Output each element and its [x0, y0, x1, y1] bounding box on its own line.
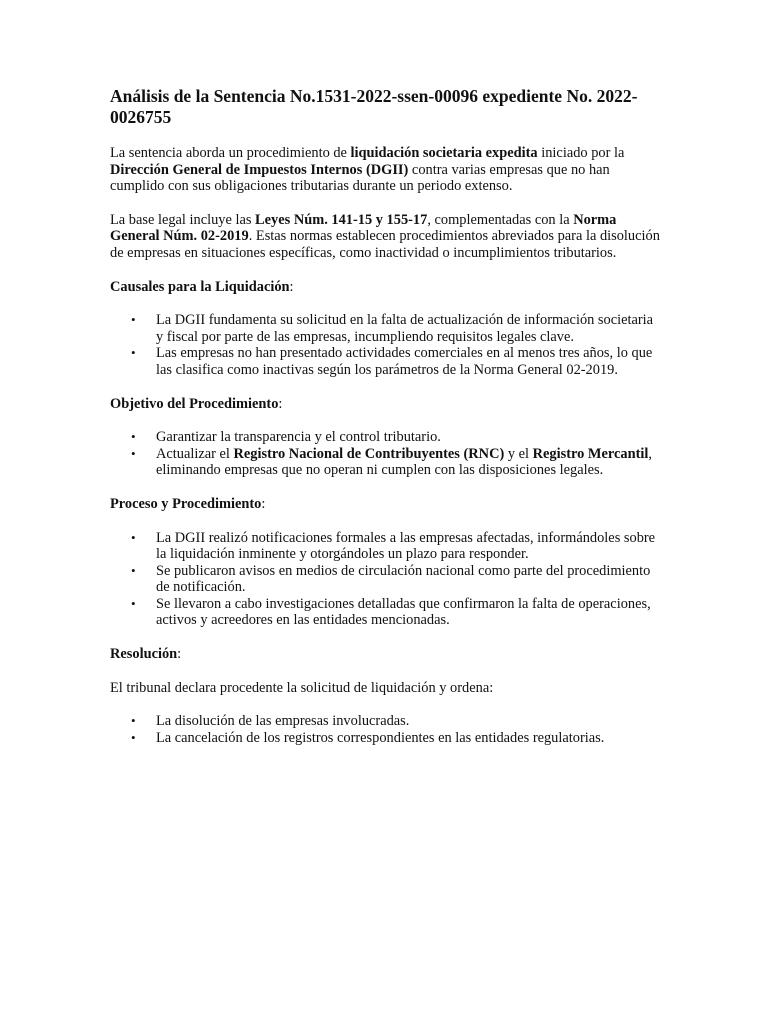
bullet-icon: • — [131, 562, 136, 578]
list-item: • La cancelación de los registros correspondientes en las entidades regulatorias. — [131, 729, 605, 746]
list-item: • La disolución de las empresas involucradas. — [131, 713, 410, 730]
list-item: • Se llevaron a cabo investigaciones detalladas que confirmaron la falta de operaciones, activos y acreedores en las entidades mencionadas. — [131, 595, 651, 629]
document-title: Análisis de la Sentencia No.1531-2022-ssen-00096 expediente No. 2022-0026755 — [110, 86, 638, 127]
causales-list — [110, 312, 662, 378]
proceso-heading: Proceso y Procedimiento: — [110, 495, 266, 512]
resolucion-list — [110, 713, 662, 746]
causales-heading: Causales para la Liquidación: — [110, 278, 294, 295]
intro-paragraph: La sentencia aborda un procedimiento de liquidación societaria expedita iniciado por la Dirección General de Impuestos Internos (DGII) contra varias empresas que no han cumplido con sus obligaciones tributarias durante un periodo extenso. — [110, 145, 625, 195]
list-item: • La DGII realizó notificaciones formales a las empresas afectadas, informándoles sobre la liquidación inminente y otorgándoles un plazo para responder. — [131, 529, 656, 563]
bullet-icon: • — [131, 713, 136, 729]
document-page — [110, 86, 662, 763]
bullet-icon: • — [131, 595, 136, 611]
legal-basis-paragraph: La base legal incluye las Leyes Núm. 141-15 y 155-17, complementadas con la Norma General Núm. 02-2019. Estas normas establecen procedimientos abreviados para la disolución de empresas en situaciones específicas, como inactividad o incumplimientos tributarios. — [110, 211, 660, 261]
objetivo-heading: Objetivo del Procedimiento: — [110, 395, 283, 412]
proceso-list — [110, 530, 662, 630]
list-item: • Actualizar el Registro Nacional de Contribuyentes (RNC) y el Registro Mercantil, eliminando empresas que no operan ni cumplen con las disposiciones legales. — [131, 445, 653, 479]
resolucion-heading: Resolución: — [110, 646, 182, 663]
list-item: • Garantizar la transparencia y el control tributario. — [131, 429, 441, 446]
bullet-icon: • — [131, 312, 136, 328]
bullet-icon: • — [131, 529, 136, 545]
bullet-icon: • — [131, 445, 136, 461]
list-item: • Se publicaron avisos en medios de circulación nacional como parte del procedimiento de notificación. — [131, 562, 651, 596]
list-item: • La DGII fundamenta su solicitud en la falta de actualización de información societaria y fiscal por parte de las empresas, incumpliendo requisitos legales clave. — [131, 312, 654, 345]
bullet-icon: • — [131, 729, 136, 745]
list-item: • Las empresas no han presentado actividades comerciales en al menos tres años, lo que las clasifica como inactivas según los parámetros de la Norma General 02-2019. — [131, 345, 653, 378]
bullet-icon: • — [131, 429, 136, 445]
objetivo-list — [110, 429, 662, 479]
bullet-icon: • — [131, 345, 136, 361]
resolucion-paragraph: El tribunal declara procedente la solicitud de liquidación y ordena: — [110, 679, 494, 696]
